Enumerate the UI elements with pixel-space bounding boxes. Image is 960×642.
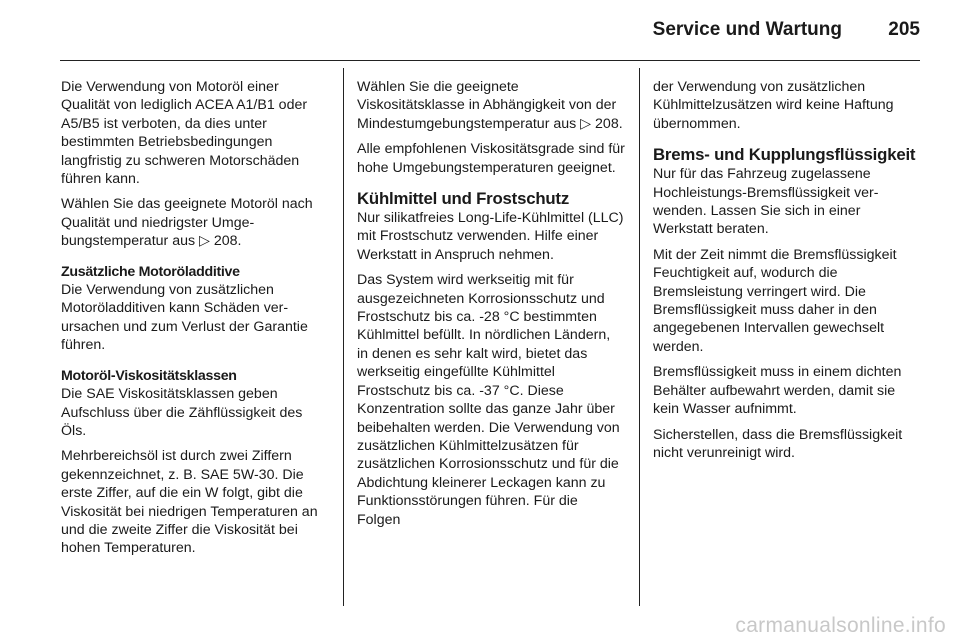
subheading-viscosity: Motoröl-Viskositätsklassen (61, 367, 237, 384)
heading-brake-fluid: Brems- und Kupplungsflüssigkeit (653, 145, 916, 165)
text-column-1 (61, 78, 329, 565)
paragraph: Mit der Zeit nimmt die Bremsflüssigkeit Feuchtigkeit auf, wodurch die Bremsleistung verringert wird. Die Bremsflüssigkeit muss daher in den angegebenen Intervallen gewechselt werden. (653, 246, 897, 355)
page-header (0, 0, 960, 60)
paragraph: Sicherstellen, dass die Bremsflüssigkeit nicht verunreinigt wird. (653, 426, 903, 461)
text-column-3 (653, 78, 921, 469)
page-number: 205 (888, 19, 920, 40)
paragraph: Wählen Sie das geeignete Motoröl nach Qualität und niedrigster Umgebungstemperatur aus ▷ 208. (61, 196, 313, 250)
paragraph: Das System wird werkseitig mit für ausgezeichneten Korrosionsschutz und Frostschutz bis ca. -28 °C bestimmten Kühlmittel befüllt. In nördlichen Ländern, in denen es sehr kalt wird, bietet das werkseitig eingefüllte Kühlmittel Frostschutz bis ca. -37 °C. Diese Konzentration sollte das ganze Jahr über beibehalten werden. Die Verwendung von zusätzlichen Kühlmittelzusätzen für zusätzlichen Korrosionsschutz und für die Abdichtung kleinerer Leckagen kann zu Funktionsstörungen führen. Für die Folgen (357, 272, 620, 528)
header-divider (60, 60, 920, 61)
watermark-text: carmanualsonline.info (735, 614, 946, 637)
column-divider-2 (639, 68, 640, 606)
paragraph: Nur silikatfreies Long-Life-Kühlmittel (LLC) mit Frostschutz verwenden. Hilfe einer Werkstatt in Anspruch nehmen. (357, 210, 624, 263)
subheading-additives: Zusätzliche Motoröladditive (61, 263, 240, 280)
paragraph: Alle empfohlenen Viskositätsgrade sind für hohe Umgebungstemperaturen geeignet. (357, 141, 625, 176)
paragraph: Nur für das Fahrzeug zugelassene Hochleistungs-Bremsflüssigkeit verwenden. Lassen Sie sich in einer Werkstatt beraten. (653, 166, 879, 238)
paragraph: Die SAE Viskositätsklassen geben Aufschluss über die Zähflüssigkeit des Öls. (61, 386, 303, 439)
text-column-2 (357, 78, 625, 536)
paragraph: Wählen Sie die geeignete Viskositätsklasse in Abhängigkeit von der Mindestumgebungstemperatur aus ▷ 208. (357, 79, 623, 132)
paragraph: Die Verwendung von Motoröl einer Qualität von lediglich ACEA A1/B1 oder A5/B5 ist verboten, da dies unter bestimmten Betriebsbedingungen langfristig zu schweren Motorschäden führen kann. (61, 79, 308, 188)
paragraph: Mehrbereichsöl ist durch zwei Ziffern gekennzeichnet, z. B. SAE 5W-30. Die erste Ziffer, auf die ein W folgt, gibt die Viskosität bei niedrigen Temperaturen an und die zweite Ziffer die Viskosität bei hohen Temperaturen. (61, 448, 318, 557)
column-divider-1 (343, 68, 344, 606)
heading-coolant: Kühlmittel und Frostschutz (357, 189, 570, 209)
paragraph: der Verwendung von zusätzlichen Kühlmittelzusätzen wird keine Haftung übernommen. (653, 79, 894, 132)
paragraph: Die Verwendung von zusätzlichen Motoröladditiven kann Schäden verursachen und zum Verlust der Garantie führen. (61, 282, 308, 354)
section-title: Service und Wartung (652, 19, 842, 40)
paragraph: Bremsflüssigkeit muss in einem dichten Behälter aufbewahrt werden, damit sie kein Wasser aufnimmt. (653, 364, 902, 418)
